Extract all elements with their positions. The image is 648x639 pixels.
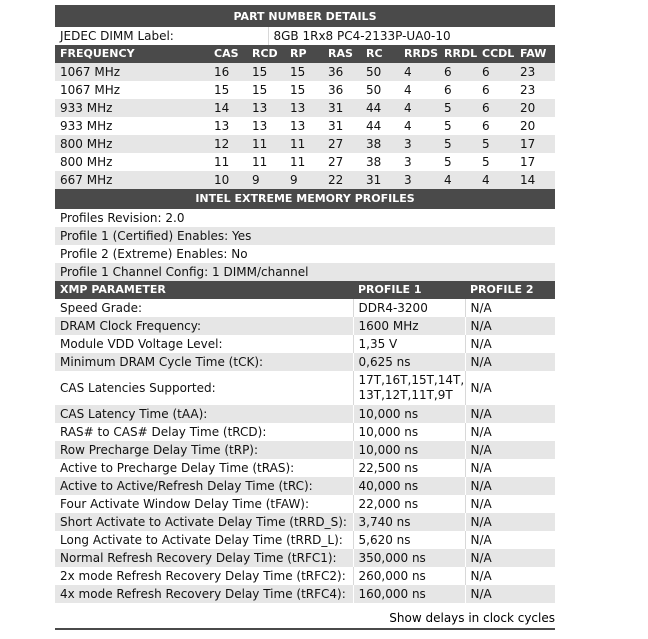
timing-header-cell: CAS (209, 45, 247, 63)
profile-1-value: 160,000 ns (353, 585, 465, 603)
timing-frequency: 667 MHz (55, 171, 209, 189)
timing-header-cell: FAW (515, 45, 555, 63)
parameter-name: Long Activate to Activate Delay Time (tRRD_L): (55, 531, 353, 549)
parameter-name: Minimum DRAM Cycle Time (tCK): (55, 353, 353, 371)
profile-1-header: PROFILE 1 (353, 281, 465, 299)
timing-value: 4 (399, 99, 439, 117)
xmp-info-text: Profiles Revision: 2.0 (55, 209, 555, 227)
timing-value: 10 (209, 171, 247, 189)
timing-value: 4 (399, 81, 439, 99)
timing-value: 23 (515, 81, 555, 99)
timing-value: 50 (361, 81, 399, 99)
xmp-parameter-row (55, 585, 555, 603)
timing-value: 6 (439, 81, 477, 99)
timing-value: 44 (361, 117, 399, 135)
timing-row (55, 117, 555, 135)
parameter-name: 4x mode Refresh Recovery Delay Time (tRFC4): (55, 585, 353, 603)
parameter-name: Short Activate to Activate Delay Time (tRRD_S): (55, 513, 353, 531)
timing-value: 31 (323, 99, 361, 117)
timing-value: 3 (399, 171, 439, 189)
profile-1-value: 10,000 ns (353, 405, 465, 423)
xmp-info-table (55, 209, 555, 281)
timing-value: 15 (285, 81, 323, 99)
timing-header-cell: FREQUENCY (55, 45, 209, 63)
xmp-parameter-row (55, 335, 555, 353)
jedec-table (55, 27, 555, 45)
profile-2-value: N/A (465, 353, 555, 371)
timing-value: 17 (515, 135, 555, 153)
profile-2-value: N/A (465, 335, 555, 353)
bottom-divider (55, 628, 555, 630)
timing-header-cell: CCDL (477, 45, 515, 63)
timing-value: 22 (323, 171, 361, 189)
timing-value: 11 (285, 153, 323, 171)
xmp-parameter-row (55, 549, 555, 567)
show-delays-link[interactable]: Show delays in clock cycles (389, 611, 555, 625)
profile-2-value: N/A (465, 549, 555, 567)
profile-1-value: 0,625 ns (353, 353, 465, 371)
timing-value: 36 (323, 63, 361, 81)
timing-value: 27 (323, 135, 361, 153)
part-number-table (55, 7, 555, 27)
timing-frequency: 800 MHz (55, 153, 209, 171)
xmp-info-row (55, 227, 555, 245)
timing-frequency: 933 MHz (55, 117, 209, 135)
timing-value: 5 (477, 153, 515, 171)
timing-row (55, 81, 555, 99)
profile-1-value: 22,000 ns (353, 495, 465, 513)
profile-1-value: 5,620 ns (353, 531, 465, 549)
xmp-parameter-table (55, 281, 555, 603)
profile-2-value: N/A (465, 495, 555, 513)
timing-value: 27 (323, 153, 361, 171)
parameter-name: CAS Latencies Supported: (55, 371, 353, 405)
profile-2-value: N/A (465, 567, 555, 585)
timing-value: 14 (209, 99, 247, 117)
parameter-name: RAS# to CAS# Delay Time (tRCD): (55, 423, 353, 441)
timing-value: 4 (399, 63, 439, 81)
profile-2-value: N/A (465, 585, 555, 603)
timing-value: 13 (247, 99, 285, 117)
timing-value: 17 (515, 153, 555, 171)
xmp-section-title: INTEL EXTREME MEMORY PROFILES (55, 189, 555, 209)
timing-value: 20 (515, 99, 555, 117)
timing-value: 15 (285, 63, 323, 81)
timing-value: 23 (515, 63, 555, 81)
timing-frequency: 1067 MHz (55, 81, 209, 99)
parameter-name: Four Activate Window Delay Time (tFAW): (55, 495, 353, 513)
profile-2-value: N/A (465, 441, 555, 459)
timing-frequency: 933 MHz (55, 99, 209, 117)
timing-value: 4 (399, 117, 439, 135)
profile-1-value: 260,000 ns (353, 567, 465, 585)
timing-frequency: 1067 MHz (55, 63, 209, 81)
timing-value: 11 (285, 135, 323, 153)
timing-value: 9 (285, 171, 323, 189)
xmp-info-row (55, 245, 555, 263)
profile-2-value: N/A (465, 423, 555, 441)
xmp-parameter-row (55, 513, 555, 531)
parameter-name: Speed Grade: (55, 299, 353, 317)
profile-2-value: N/A (465, 299, 555, 317)
timing-value: 14 (515, 171, 555, 189)
profile-1-value: 22,500 ns (353, 459, 465, 477)
xmp-parameter-row (55, 405, 555, 423)
profile-2-value: N/A (465, 459, 555, 477)
xmp-info-text: Profile 1 Channel Config: 1 DIMM/channel (55, 263, 555, 281)
cas-latency-line: 17T,16T,15T,14T, (358, 373, 465, 387)
jedec-label: JEDEC DIMM Label: (55, 27, 268, 45)
cas-latency-line: 13T,12T,11T,9T (358, 388, 453, 402)
timing-header-cell: RRDS (399, 45, 439, 63)
profile-2-value: N/A (465, 371, 555, 405)
timing-value: 16 (209, 63, 247, 81)
timing-value: 20 (515, 117, 555, 135)
parameter-name: Row Precharge Delay Time (tRP): (55, 441, 353, 459)
xmp-parameter-row (55, 317, 555, 335)
xmp-parameter-row (55, 459, 555, 477)
xmp-parameter-row (55, 371, 555, 405)
profile-1-value: 1600 MHz (353, 317, 465, 335)
timing-value: 13 (247, 117, 285, 135)
timing-header-cell: RAS (323, 45, 361, 63)
xmp-info-row (55, 209, 555, 227)
timing-value: 6 (477, 117, 515, 135)
timing-value: 6 (477, 63, 515, 81)
parameter-name: CAS Latency Time (tAA): (55, 405, 353, 423)
parameter-name: Module VDD Voltage Level: (55, 335, 353, 353)
profile-2-header: PROFILE 2 (465, 281, 555, 299)
profile-2-value: N/A (465, 477, 555, 495)
xmp-parameter-row (55, 423, 555, 441)
xmp-parameter-row (55, 353, 555, 371)
profile-1-value (353, 371, 465, 405)
spd-panel (55, 5, 555, 603)
timing-value: 3 (399, 135, 439, 153)
timing-value: 15 (209, 81, 247, 99)
timing-value: 11 (247, 135, 285, 153)
timing-header-cell: RP (285, 45, 323, 63)
profile-2-value: N/A (465, 405, 555, 423)
profile-2-value: N/A (465, 531, 555, 549)
jedec-value: 8GB 1Rx8 PC4-2133P-UA0-10 (268, 27, 555, 45)
profile-1-value: 1,35 V (353, 335, 465, 353)
timing-value: 15 (247, 63, 285, 81)
parameter-name: Active to Active/Refresh Delay Time (tRC): (55, 477, 353, 495)
timing-header-cell: RRDL (439, 45, 477, 63)
part-number-section-title: PART NUMBER DETAILS (55, 7, 555, 27)
xmp-parameter-row (55, 441, 555, 459)
timing-value: 4 (477, 171, 515, 189)
parameter-name: Active to Precharge Delay Time (tRAS): (55, 459, 353, 477)
timing-value: 11 (247, 153, 285, 171)
timing-value: 5 (439, 117, 477, 135)
timing-header-row (55, 45, 555, 63)
parameter-name: DRAM Clock Frequency: (55, 317, 353, 335)
xmp-parameter-row (55, 299, 555, 317)
parameter-name: Normal Refresh Recovery Delay Time (tRFC1): (55, 549, 353, 567)
xmp-parameter-row (55, 567, 555, 585)
parameter-header-row (55, 281, 555, 299)
timing-value: 9 (247, 171, 285, 189)
timing-value: 5 (439, 99, 477, 117)
parameter-name: 2x mode Refresh Recovery Delay Time (tRFC2): (55, 567, 353, 585)
profile-1-value: 10,000 ns (353, 423, 465, 441)
parameter-header: XMP PARAMETER (55, 281, 353, 299)
xmp-info-text: Profile 2 (Extreme) Enables: No (55, 245, 555, 263)
timing-value: 5 (439, 135, 477, 153)
xmp-parameter-row (55, 477, 555, 495)
profile-2-value: N/A (465, 513, 555, 531)
timing-value: 5 (477, 135, 515, 153)
timing-value: 38 (361, 153, 399, 171)
xmp-parameter-row (55, 495, 555, 513)
timing-row (55, 171, 555, 189)
timing-header-cell: RC (361, 45, 399, 63)
timing-row (55, 99, 555, 117)
timing-value: 13 (209, 117, 247, 135)
timing-value: 3 (399, 153, 439, 171)
profile-1-value: 10,000 ns (353, 441, 465, 459)
timing-value: 11 (209, 153, 247, 171)
timing-row (55, 135, 555, 153)
timing-value: 36 (323, 81, 361, 99)
timing-value: 50 (361, 63, 399, 81)
timing-frequency: 800 MHz (55, 135, 209, 153)
timing-value: 6 (477, 99, 515, 117)
timing-value: 5 (439, 153, 477, 171)
timing-value: 31 (323, 117, 361, 135)
profile-1-value: 3,740 ns (353, 513, 465, 531)
timing-value: 38 (361, 135, 399, 153)
timing-row (55, 153, 555, 171)
timing-table (55, 45, 555, 189)
profile-1-value: 40,000 ns (353, 477, 465, 495)
profile-1-value: DDR4-3200 (353, 299, 465, 317)
timing-header-cell: RCD (247, 45, 285, 63)
timing-value: 12 (209, 135, 247, 153)
timing-value: 15 (247, 81, 285, 99)
jedec-row (55, 27, 555, 45)
timing-value: 13 (285, 99, 323, 117)
xmp-info-row (55, 263, 555, 281)
timing-value: 13 (285, 117, 323, 135)
timing-value: 31 (361, 171, 399, 189)
timing-value: 44 (361, 99, 399, 117)
xmp-info-text: Profile 1 (Certified) Enables: Yes (55, 227, 555, 245)
timing-row (55, 63, 555, 81)
profile-2-value: N/A (465, 317, 555, 335)
xmp-parameter-row (55, 531, 555, 549)
xmp-table (55, 189, 555, 209)
profile-1-value: 350,000 ns (353, 549, 465, 567)
timing-value: 6 (477, 81, 515, 99)
timing-value: 6 (439, 63, 477, 81)
timing-value: 4 (439, 171, 477, 189)
